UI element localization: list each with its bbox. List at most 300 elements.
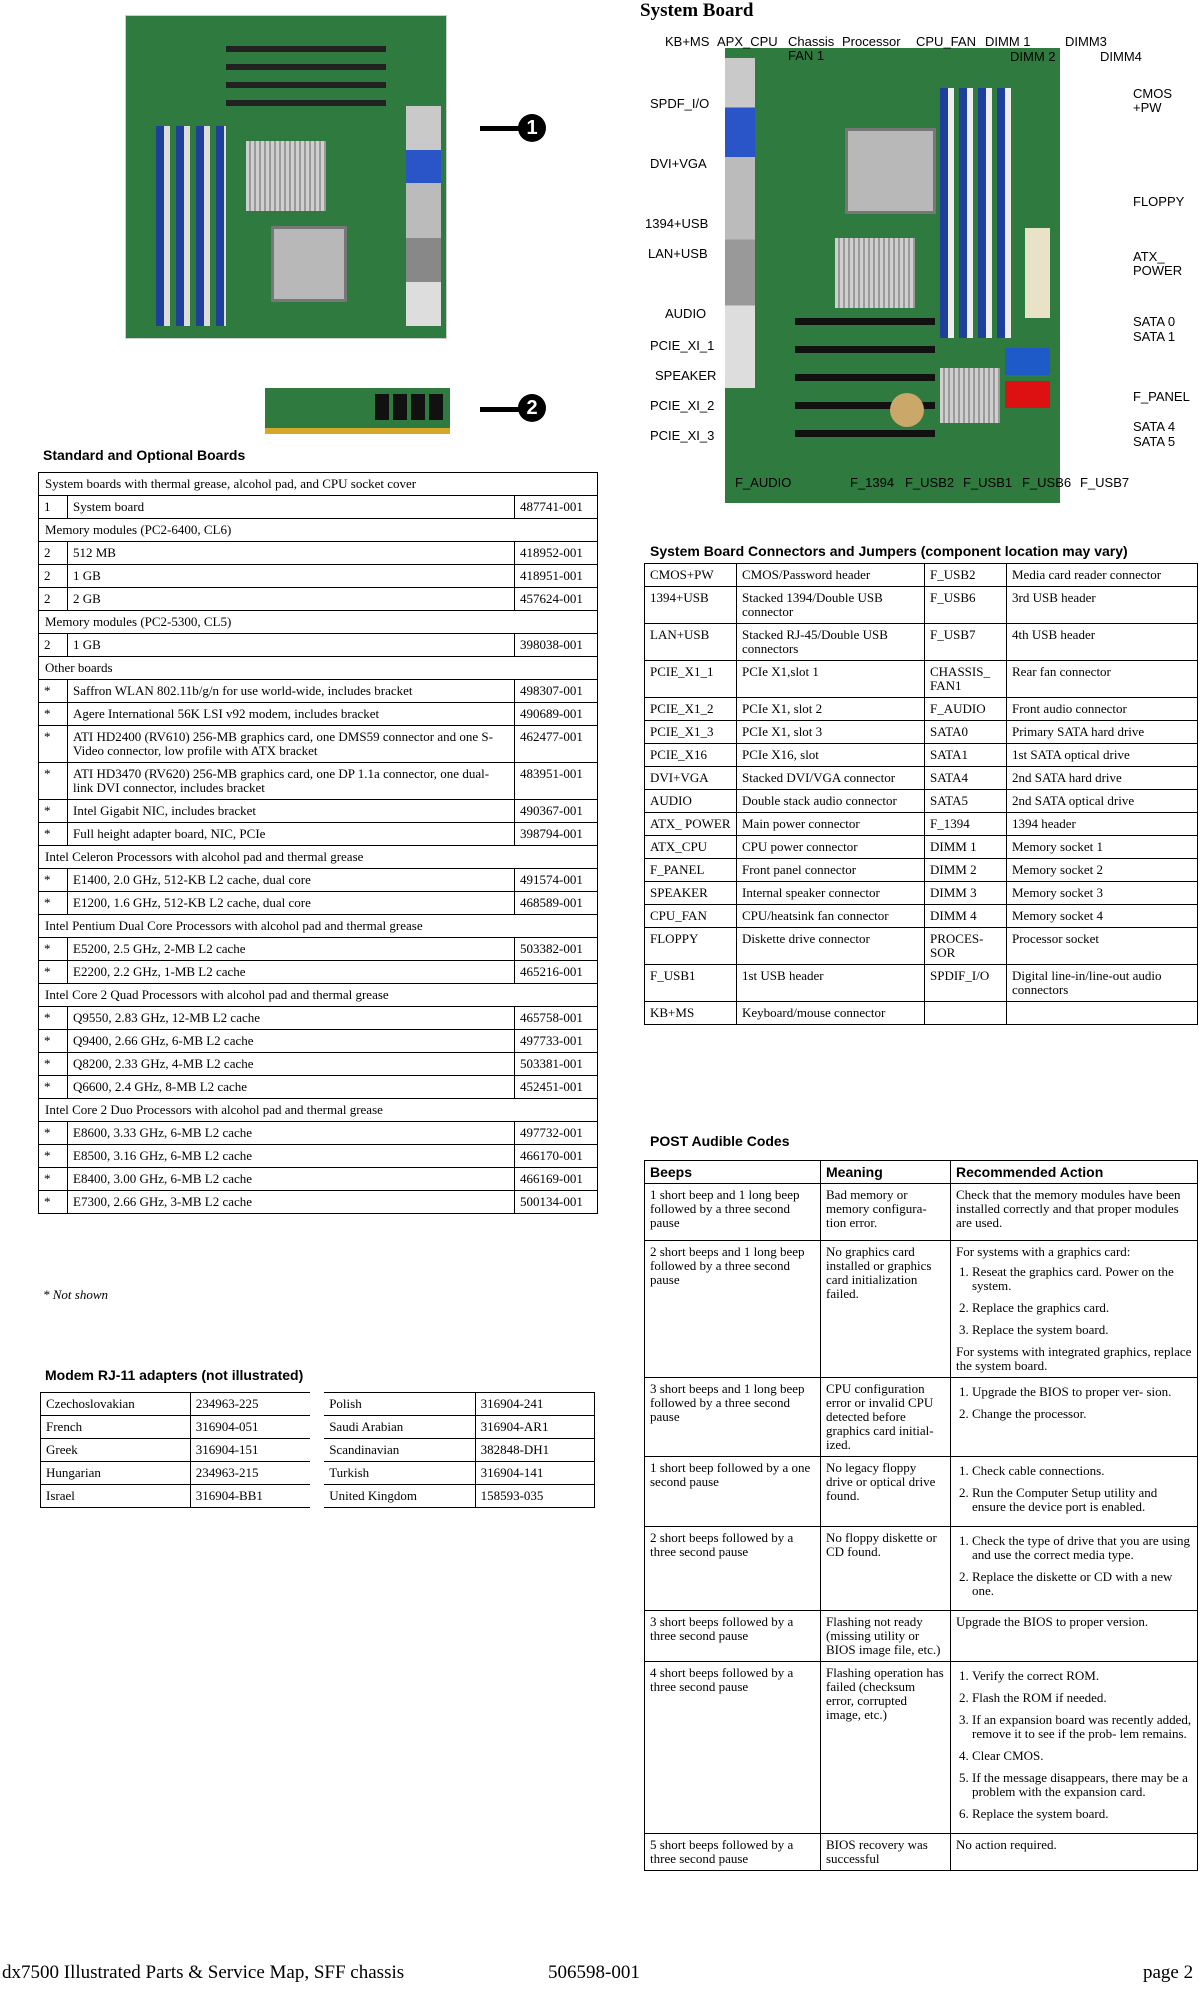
- connector-description: Stacked DVI/VGA connector: [737, 767, 925, 790]
- callout-line-1: [480, 126, 522, 131]
- item-description: ATI HD2400 (RV610) 256-MB graphics card, one DMS59 connector and one S-Video connector, low profile with ATX bracket: [68, 726, 515, 763]
- post-table: [644, 1160, 1198, 1871]
- table-row: [39, 1168, 598, 1191]
- group-heading: Intel Celeron Processors with alcohol pad and thermal grease: [39, 846, 598, 869]
- group-row: [39, 984, 598, 1007]
- action-step: 2. Change the processor.: [972, 1407, 1192, 1421]
- group-heading: Other boards: [39, 657, 598, 680]
- connectors-title: System Board Connectors and Jumpers (component location may vary): [650, 543, 1128, 559]
- group-row: [39, 1099, 598, 1122]
- table-row: [645, 836, 1198, 859]
- table-row: [39, 565, 598, 588]
- table-row: [41, 1416, 595, 1439]
- group-heading: Memory modules (PC2-5300, CL5): [39, 611, 598, 634]
- action-steps: [956, 1669, 1192, 1821]
- connector-code: FLOPPY: [645, 928, 737, 965]
- item-number: *: [39, 1076, 68, 1099]
- connector-description: Processor socket: [1007, 928, 1198, 965]
- table-row: [39, 1030, 598, 1053]
- part-number: 491574-001: [515, 869, 598, 892]
- label-lan-usb: LAN+USB: [648, 246, 708, 261]
- connector-description: Front audio connector: [1007, 698, 1198, 721]
- io-ports: [406, 106, 441, 326]
- label-sata-1: SATA 1: [1133, 329, 1176, 344]
- table-row: [39, 938, 598, 961]
- item-description: 1 GB: [68, 565, 515, 588]
- table-row: [41, 1462, 595, 1485]
- action-text: For systems with a graphics card:: [956, 1244, 1131, 1259]
- item-description: Q9400, 2.66 GHz, 6-MB L2 cache: [68, 1030, 515, 1053]
- table-row: [39, 763, 598, 800]
- connector-description: Rear fan connector: [1007, 661, 1198, 698]
- item-number: 2: [39, 565, 68, 588]
- diagram-atx-power: [1025, 228, 1050, 318]
- action-step: 2. Replace the diskette or CD with a new one.: [972, 1570, 1192, 1598]
- connector-code: PCIE_X16: [645, 744, 737, 767]
- table-row: [41, 1393, 595, 1416]
- connector-code: DIMM 4: [925, 905, 1007, 928]
- table-row: [39, 1122, 598, 1145]
- connector-description: 1st SATA optical drive: [1007, 744, 1198, 767]
- group-heading: Intel Pentium Dual Core Processors with alcohol pad and thermal grease: [39, 915, 598, 938]
- label-dimm-4: DIMM4: [1100, 49, 1142, 64]
- item-description: E8600, 3.33 GHz, 6-MB L2 cache: [68, 1122, 515, 1145]
- action-cell: [951, 1834, 1198, 1871]
- part-number: 234963-215: [190, 1462, 317, 1485]
- connector-description: Digital line-in/line-out audio connectors: [1007, 965, 1198, 1002]
- connector-code: 1394+USB: [645, 587, 737, 624]
- group-row: [39, 915, 598, 938]
- group-heading: Intel Core 2 Duo Processors with alcohol pad and thermal grease: [39, 1099, 598, 1122]
- part-number: 316904-AR1: [475, 1416, 594, 1439]
- action-step: 6. Replace the system board.: [972, 1807, 1192, 1821]
- item-description: E8400, 3.00 GHz, 6-MB L2 cache: [68, 1168, 515, 1191]
- connector-code: SATA5: [925, 790, 1007, 813]
- table-row: [645, 1378, 1198, 1457]
- beeps-cell: 1 short beep followed by a one second pause: [645, 1457, 821, 1527]
- connector-description: CMOS/Password header: [737, 564, 925, 587]
- table-row: [39, 800, 598, 823]
- table-row: [39, 726, 598, 763]
- action-cell: [951, 1184, 1198, 1241]
- table-row: [39, 1007, 598, 1030]
- table-row: [41, 1485, 595, 1508]
- boards-title: Standard and Optional Boards: [43, 447, 246, 463]
- beeps-cell: 1 short beep and 1 long beep followed by a three second pause: [645, 1184, 821, 1241]
- connector-code: DIMM 1: [925, 836, 1007, 859]
- label-floppy: FLOPPY: [1133, 194, 1185, 209]
- connector-code: F_AUDIO: [925, 698, 1007, 721]
- connector-description: Stacked 1394/Double USB connector: [737, 587, 925, 624]
- table-row: [645, 1184, 1198, 1241]
- item-number: *: [39, 823, 68, 846]
- meaning-cell: Flashing not ready (missing utility or BIOS image file, etc.): [821, 1611, 951, 1662]
- system-board-diagram: [725, 48, 1060, 503]
- item-number: *: [39, 1168, 68, 1191]
- beeps-cell: 3 short beeps and 1 long beep followed by a three second pause: [645, 1378, 821, 1457]
- item-description: E8500, 3.16 GHz, 6-MB L2 cache: [68, 1145, 515, 1168]
- part-number: 316904-BB1: [190, 1485, 317, 1508]
- connector-code: F_USB7: [925, 624, 1007, 661]
- item-number: *: [39, 703, 68, 726]
- item-number: *: [39, 938, 68, 961]
- beeps-cell: 4 short beeps followed by a three second pause: [645, 1662, 821, 1834]
- action-step: 3. Replace the system board.: [972, 1323, 1192, 1337]
- table-row: [39, 542, 598, 565]
- connector-description: PCIe X1, slot 3: [737, 721, 925, 744]
- connector-code: DVI+VGA: [645, 767, 737, 790]
- connector-description: CPU/heatsink fan connector: [737, 905, 925, 928]
- item-description: Q9550, 2.83 GHz, 12-MB L2 cache: [68, 1007, 515, 1030]
- item-number: *: [39, 800, 68, 823]
- item-number: *: [39, 680, 68, 703]
- not-shown-note: * Not shown: [43, 1287, 109, 1302]
- action-text: For systems with integrated graphics, replace the system board.: [956, 1344, 1192, 1373]
- diagram-io-panel: [725, 58, 755, 388]
- table-row: [645, 587, 1198, 624]
- label-1394-usb: 1394+USB: [645, 216, 709, 231]
- label-kb-ms: KB+MS: [665, 34, 710, 49]
- post-title: POST Audible Codes: [650, 1133, 790, 1149]
- connector-code: CPU_FAN: [645, 905, 737, 928]
- item-description: Saffron WLAN 802.11b/g/n for use world-wide, includes bracket: [68, 680, 515, 703]
- table-row: [39, 496, 598, 519]
- diagram-dimm-slots: [940, 88, 1015, 338]
- connector-code: F_USB6: [925, 587, 1007, 624]
- label-dimm-1: DIMM 1: [985, 34, 1031, 49]
- connector-code: F_USB1: [645, 965, 737, 1002]
- connector-description: PCIe X1, slot 2: [737, 698, 925, 721]
- footer-page: page 2: [1143, 1962, 1194, 1983]
- callout-line-2: [480, 407, 522, 412]
- label-f-panel: F_PANEL: [1133, 389, 1190, 404]
- item-description: E2200, 2.2 GHz, 1-MB L2 cache: [68, 961, 515, 984]
- table-row: [645, 790, 1198, 813]
- diagram-processor-socket: [845, 128, 936, 214]
- meaning-cell: No floppy diskette or CD found.: [821, 1527, 951, 1611]
- action-step: 3. If an expansion board was recently added, remove it to see if the prob- lem remains.: [972, 1713, 1192, 1741]
- table-row: [645, 1834, 1198, 1871]
- table-row: [645, 928, 1198, 965]
- part-number: 158593-035: [475, 1485, 594, 1508]
- table-row: [645, 859, 1198, 882]
- table-row: [645, 813, 1198, 836]
- label-speaker: SPEAKER: [655, 368, 717, 383]
- part-number: 382848-DH1: [475, 1439, 594, 1462]
- country-name: Hungarian: [41, 1462, 191, 1485]
- table-row: [645, 882, 1198, 905]
- table-row: [645, 1241, 1198, 1378]
- label-audio: AUDIO: [665, 306, 707, 321]
- table-row: [645, 1662, 1198, 1834]
- connector-code: ATX_CPU: [645, 836, 737, 859]
- connector-code: PCIE_X1_2: [645, 698, 737, 721]
- label-f-1394: F_1394: [850, 475, 895, 490]
- part-number: 465216-001: [515, 961, 598, 984]
- callout-number-1: 1: [518, 114, 546, 142]
- part-number: 462477-001: [515, 726, 598, 763]
- table-row: [39, 588, 598, 611]
- meaning-cell: No graphics card installed or graphics card initialization failed.: [821, 1241, 951, 1378]
- action-cell: [951, 1457, 1198, 1527]
- action-step: 1. Check cable connections.: [972, 1464, 1192, 1478]
- table-row: [645, 767, 1198, 790]
- connector-code: CMOS+PW: [645, 564, 737, 587]
- footer-part-number: 506598-001: [548, 1962, 640, 1983]
- beeps-cell: 5 short beeps followed by a three second pause: [645, 1834, 821, 1871]
- post-header-action: Recommended Action: [951, 1161, 1198, 1184]
- action-step: 5. If the message disappears, there may be a problem with the expansion card.: [972, 1771, 1192, 1799]
- cpu-socket: [271, 226, 347, 302]
- group-heading: Memory modules (PC2-6400, CL6): [39, 519, 598, 542]
- action-steps: [956, 1534, 1192, 1598]
- label-f-usb1: F_USB1: [963, 475, 1013, 490]
- connector-description: Main power connector: [737, 813, 925, 836]
- table-row: [645, 744, 1198, 767]
- label-f-usb7: F_USB7: [1080, 475, 1130, 490]
- action-steps: [956, 1464, 1192, 1514]
- diagram-chipset-heatsink: [940, 368, 1000, 423]
- label-f-audio: F_AUDIO: [735, 475, 792, 490]
- part-number: 498307-001: [515, 680, 598, 703]
- label-f-usb2: F_USB2: [905, 475, 955, 490]
- connector-code: SATA1: [925, 744, 1007, 767]
- meaning-cell: Bad memory or memory configura- tion error.: [821, 1184, 951, 1241]
- action-step: 1. Check the type of drive that you are using and use the correct media type.: [972, 1534, 1192, 1562]
- connector-code: F_USB2: [925, 564, 1007, 587]
- part-number: 316904-151: [190, 1439, 317, 1462]
- item-number: 2: [39, 634, 68, 657]
- modem-table: [40, 1392, 595, 1508]
- item-number: 1: [39, 496, 68, 519]
- part-number: 316904-241: [475, 1393, 594, 1416]
- connector-description: Memory socket 1: [1007, 836, 1198, 859]
- part-number: 465758-001: [515, 1007, 598, 1030]
- country-name: Czechoslovakian: [41, 1393, 191, 1416]
- table-row: [645, 721, 1198, 744]
- action-step: 1. Verify the correct ROM.: [972, 1669, 1192, 1683]
- country-name: Turkish: [317, 1462, 475, 1485]
- callout-number-2: 2: [518, 394, 546, 422]
- connector-description: 1394 header: [1007, 813, 1198, 836]
- group-heading: System boards with thermal grease, alcohol pad, and CPU socket cover: [39, 473, 598, 496]
- country-name: Scandinavian: [317, 1439, 475, 1462]
- item-number: *: [39, 1122, 68, 1145]
- item-description: Intel Gigabit NIC, includes bracket: [68, 800, 515, 823]
- table-row: [39, 680, 598, 703]
- table-row: [39, 823, 598, 846]
- item-number: *: [39, 892, 68, 915]
- action-steps: [956, 1265, 1192, 1337]
- item-number: *: [39, 763, 68, 800]
- item-number: *: [39, 1145, 68, 1168]
- part-number: 466169-001: [515, 1168, 598, 1191]
- item-description: Q8200, 2.33 GHz, 4-MB L2 cache: [68, 1053, 515, 1076]
- action-step: 4. Clear CMOS.: [972, 1749, 1192, 1763]
- item-number: 2: [39, 588, 68, 611]
- label-dimm-2: DIMM 2: [1010, 49, 1056, 64]
- part-number: 483951-001: [515, 763, 598, 800]
- connector-code: PCIE_X1_1: [645, 661, 737, 698]
- item-description: E1200, 1.6 GHz, 512-KB L2 cache, dual core: [68, 892, 515, 915]
- connector-description: Stacked RJ-45/Double USB connectors: [737, 624, 925, 661]
- meaning-cell: No legacy floppy drive or optical drive found.: [821, 1457, 951, 1527]
- table-row: [39, 1076, 598, 1099]
- connector-description: Primary SATA hard drive: [1007, 721, 1198, 744]
- label-dvi-vga: DVI+VGA: [650, 156, 707, 171]
- connector-code: SATA0: [925, 721, 1007, 744]
- connector-description: Media card reader connector: [1007, 564, 1198, 587]
- connector-description: Front panel connector: [737, 859, 925, 882]
- part-number: 457624-001: [515, 588, 598, 611]
- action-cell: [951, 1611, 1198, 1662]
- part-number: 398038-001: [515, 634, 598, 657]
- label-f-usb6: F_USB6: [1022, 475, 1072, 490]
- table-row: [645, 624, 1198, 661]
- part-number: 398794-001: [515, 823, 598, 846]
- part-number: 500134-001: [515, 1191, 598, 1214]
- table-row: [39, 961, 598, 984]
- label-processor: Processor: [842, 34, 901, 49]
- connector-description: Internal speaker connector: [737, 882, 925, 905]
- diagram-heatsink: [835, 238, 915, 308]
- item-number: *: [39, 869, 68, 892]
- action-cell: [951, 1378, 1198, 1457]
- connector-description: 4th USB header: [1007, 624, 1198, 661]
- item-number: *: [39, 1191, 68, 1214]
- part-number: 497732-001: [515, 1122, 598, 1145]
- connector-code: SPEAKER: [645, 882, 737, 905]
- group-row: [39, 611, 598, 634]
- memory-module-photo: [265, 388, 450, 434]
- connector-description: Diskette drive connector: [737, 928, 925, 965]
- group-row: [39, 846, 598, 869]
- connector-description: PCIe X1,slot 1: [737, 661, 925, 698]
- item-description: ATI HD3470 (RV620) 256-MB graphics card, one DP 1.1a connector, one dual-link DVI connector, includes bracket: [68, 763, 515, 800]
- group-heading: Intel Core 2 Quad Processors with alcohol pad and thermal grease: [39, 984, 598, 1007]
- label-chassis-fan-1: Chassis FAN 1: [788, 34, 835, 63]
- label-sata-5: SATA 5: [1133, 434, 1176, 449]
- part-number: 490367-001: [515, 800, 598, 823]
- footer-title: dx7500 Illustrated Parts & Service Map, SFF chassis: [2, 1962, 405, 1983]
- part-number: 497733-001: [515, 1030, 598, 1053]
- connector-description: 3rd USB header: [1007, 587, 1198, 624]
- connector-description: CPU power connector: [737, 836, 925, 859]
- part-number: 490689-001: [515, 703, 598, 726]
- part-number: 234963-225: [190, 1393, 317, 1416]
- table-row: [39, 1191, 598, 1214]
- item-description: E1400, 2.0 GHz, 512-KB L2 cache, dual core: [68, 869, 515, 892]
- connector-code: F_1394: [925, 813, 1007, 836]
- connector-code: CHASSIS_ FAN1: [925, 661, 1007, 698]
- part-number: 503381-001: [515, 1053, 598, 1076]
- label-spdf-io: SPDF_I/O: [650, 96, 710, 111]
- item-description: Agere International 56K LSI v92 modem, includes bracket: [68, 703, 515, 726]
- connector-description: [1007, 1002, 1198, 1025]
- action-text: Upgrade the BIOS to proper version.: [956, 1614, 1149, 1629]
- label-cpu-fan: CPU_FAN: [916, 34, 976, 49]
- connector-code: DIMM 3: [925, 882, 1007, 905]
- table-row: [645, 1611, 1198, 1662]
- table-row: [39, 634, 598, 657]
- table-row: [41, 1439, 595, 1462]
- connector-code: SPDIF_I/O: [925, 965, 1007, 1002]
- connector-description: Keyboard/mouse connector: [737, 1002, 925, 1025]
- post-header-beeps: Beeps: [645, 1161, 821, 1184]
- part-number: 418952-001: [515, 542, 598, 565]
- part-number: 466170-001: [515, 1145, 598, 1168]
- memory-slots: [156, 126, 226, 326]
- item-number: 2: [39, 542, 68, 565]
- connector-code: KB+MS: [645, 1002, 737, 1025]
- action-cell: [951, 1662, 1198, 1834]
- memory-chips: [375, 394, 445, 420]
- label-dimm-3: DIMM3: [1065, 34, 1107, 49]
- action-cell: [951, 1241, 1198, 1378]
- table-row: [645, 698, 1198, 721]
- connector-description: Double stack audio connector: [737, 790, 925, 813]
- item-number: *: [39, 961, 68, 984]
- table-row: [645, 1002, 1198, 1025]
- connector-code: ATX_ POWER: [645, 813, 737, 836]
- table-row: [39, 1053, 598, 1076]
- action-cell: [951, 1527, 1198, 1611]
- table-row: [39, 892, 598, 915]
- table-row: [39, 1145, 598, 1168]
- connector-code: F_PANEL: [645, 859, 737, 882]
- group-row: [39, 657, 598, 680]
- country-name: French: [41, 1416, 191, 1439]
- country-name: Israel: [41, 1485, 191, 1508]
- item-description: Q6600, 2.4 GHz, 8-MB L2 cache: [68, 1076, 515, 1099]
- table-row: [645, 1527, 1198, 1611]
- group-row: [39, 519, 598, 542]
- country-name: United Kingdom: [317, 1485, 475, 1508]
- connector-description: Memory socket 2: [1007, 859, 1198, 882]
- system-board-photo: [125, 15, 447, 339]
- action-step: 1. Reseat the graphics card. Power on the system.: [972, 1265, 1192, 1293]
- label-pcie-xi-1: PCIE_XI_1: [650, 338, 715, 353]
- boards-table: [38, 472, 598, 1214]
- meaning-cell: Flashing operation has failed (checksum error, corrupted image, etc.): [821, 1662, 951, 1834]
- item-number: *: [39, 726, 68, 763]
- item-description: 1 GB: [68, 634, 515, 657]
- item-number: *: [39, 1007, 68, 1030]
- label-pcie-xi-2: PCIE_XI_2: [650, 398, 715, 413]
- diagram-battery: [890, 393, 924, 427]
- heatsink: [246, 141, 326, 211]
- label-cmos-pw: CMOS +PW: [1133, 86, 1172, 115]
- connector-code: PROCES- SOR: [925, 928, 1007, 965]
- connector-description: Memory socket 4: [1007, 905, 1198, 928]
- beeps-cell: 2 short beeps and 1 long beep followed by a three second pause: [645, 1241, 821, 1378]
- action-step: 2. Flash the ROM if needed.: [972, 1691, 1192, 1705]
- part-number: 503382-001: [515, 938, 598, 961]
- table-row: [39, 703, 598, 726]
- label-atx-power: ATX_ POWER: [1133, 249, 1183, 278]
- item-number: *: [39, 1053, 68, 1076]
- item-description: 2 GB: [68, 588, 515, 611]
- connector-code: LAN+USB: [645, 624, 737, 661]
- action-step: 1. Upgrade the BIOS to proper ver- sion.: [972, 1385, 1192, 1399]
- label-pcie-xi-3: PCIE_XI_3: [650, 428, 715, 443]
- diagram-sata-ports: [1005, 348, 1050, 408]
- expansion-slots: [226, 46, 386, 116]
- connector-description: PCIe X16, slot: [737, 744, 925, 767]
- label-sata-0: SATA 0: [1133, 314, 1176, 329]
- item-description: E5200, 2.5 GHz, 2-MB L2 cache: [68, 938, 515, 961]
- item-number: *: [39, 1030, 68, 1053]
